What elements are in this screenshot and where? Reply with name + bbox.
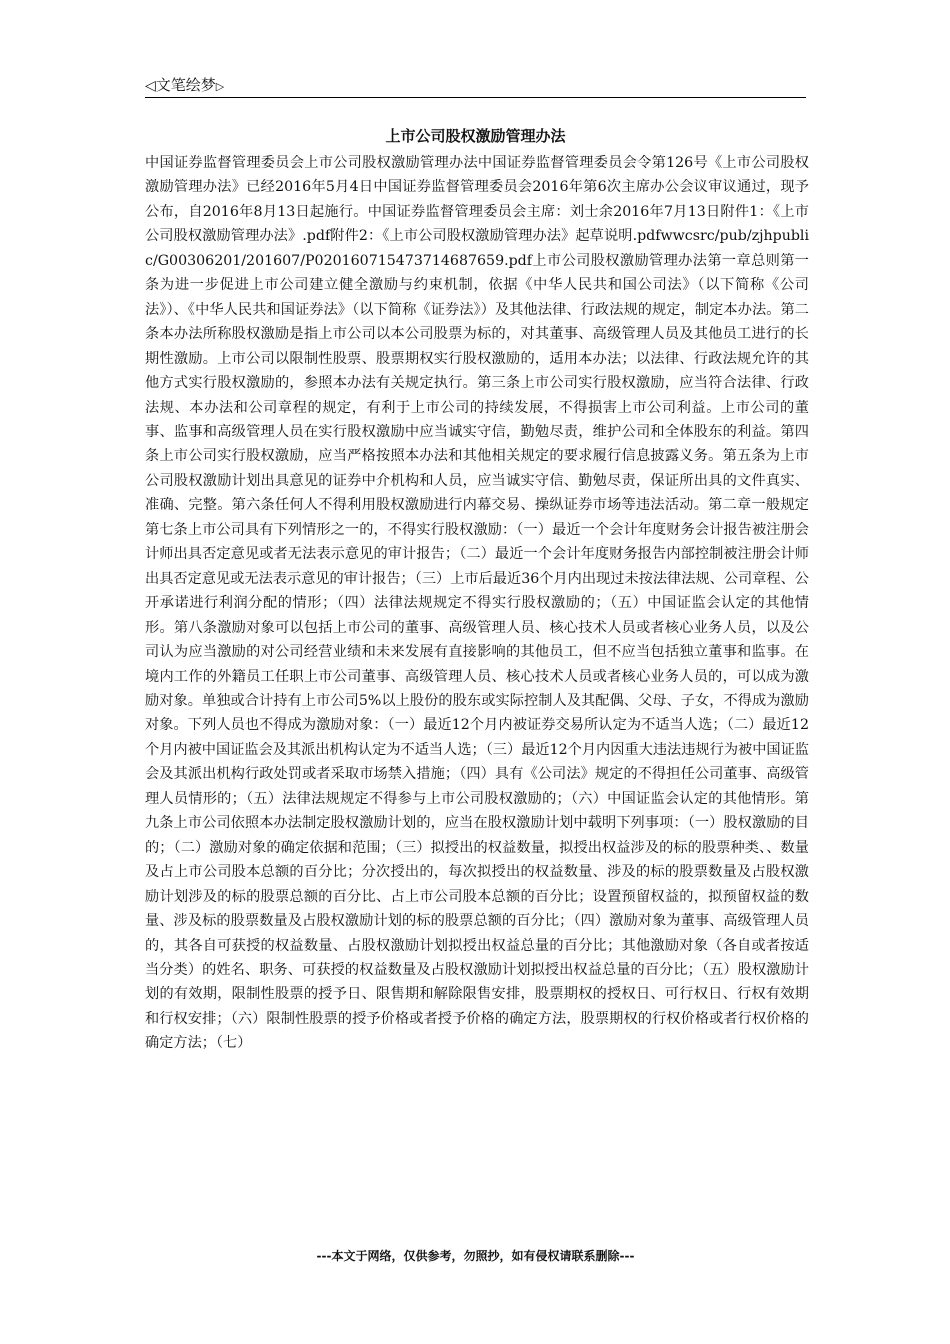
header-divider [145,97,806,98]
header-brand-mark [145,75,224,97]
footer-notice: ---本文于网络，仅供参考，勿照抄，如有侵权请联系删除--- [316,1249,635,1263]
document-title: 上市公司股权激励管理办法 [385,127,566,145]
page-header [145,74,806,98]
left-triangle-icon: ◁ [145,78,156,94]
document-body: 中国证券监督管理委员会上市公司股权激励管理办法中国证券监督管理委员会令第126号《上市公司股权激励管理办法》已经2016年5月4日中国证券监督管理委员会2016年第6次主席办公会议审议通过，现予公布，自2016年8月13日起施行。中国证券监督管理委员会主席：刘士余2016年7月13日附件1：《上市公司股权激励管理办法》.pdf附件2：《上市公司股权激励管理办法》起草说明.pdfwwcsrc/pub/zjhpublic/G00306201/201607/P020160715473714687659.pdf上市公司股权激励管理办法第一章总则第一条为进一步促进上市公司建立健全激励与约束机制，依据《中华人民共和国公司法》（以下简称《公司法》）、《中华人民共和国证券法》（以下简称《证券法》）及其他法律、行政法规的规定，制定本办法。第二条本办法所称股权激励是指上市公司以本公司股票为标的，对其董事、高级管理人员及其他员工进行的长期性激励。上市公司以限制性股票、股票期权实行股权激励的，适用本办法；以法律、行政法规允许的其他方式实行股权激励的，参照本办法有关规定执行。第三条上市公司实行股权激励，应当符合法律、行政法规、本办法和公司章程的规定，有利于上市公司的持续发展，不得损害上市公司利益。上市公司的董事、监事和高级管理人员在实行股权激励中应当诚实守信，勤勉尽责，维护公司和全体股东的利益。第四条上市公司实行股权激励，应当严格按照本办法和其他相关规定的要求履行信息披露义务。第五条为上市公司股权激励计划出具意见的证券中介机构和人员，应当诚实守信、勤勉尽责，保证所出具的文件真实、准确、完整。第六条任何人不得利用股权激励进行内幕交易、操纵证券市场等违法活动。第二章一般规定第七条上市公司具有下列情形之一的，不得实行股权激励：（一）最近一个会计年度财务会计报告被注册会计师出具否定意见或者无法表示意见的审计报告；（二）最近一个会计年度财务报告内部控制被注册会计师出具否定意见或无法表示意见的审计报告；（三）上市后最近36个月内出现过未按法律法规、公司章程、公开承诺进行利润分配的情形；（四）法律法规规定不得实行股权激励的；（五）中国证监会认定的其他情形。第八条激励对象可以包括上市公司的董事、高级管理人员、核心技术人员或者核心业务人员，以及公司认为应当激励的对公司经营业绩和未来发展有直接影响的其他员工，但不应当包括独立董事和监事。在境内工作的外籍员工任职上市公司董事、高级管理人员、核心技术人员或者核心业务人员的，可以成为激励对象。单独或合计持有上市公司5%以上股份的股东或实际控制人及其配偶、父母、子女，不得成为激励对象。下列人员也不得成为激励对象：（一）最近12个月内被证券交易所认定为不适当人选；（二）最近12个月内被中国证监会及其派出机构认定为不适当人选；（三）最近12个月内因重大违法违规行为被中国证监会及其派出机构行政处罚或者采取市场禁入措施；（四）具有《公司法》规定的不得担任公司董事、高级管理人员情形的；（五）法律法规规定不得参与上市公司股权激励的；（六）中国证监会认定的其他情形。第九条上市公司依照本办法制定股权激励计划的，应当在股权激励计划中载明下列事项：（一）股权激励的目的；（二）激励对象的确定依据和范围；（三）拟授出的权益数量，拟授出权益涉及的标的股票种类、、数量及占上市公司股本总额的百分比；分次授出的，每次拟授出的权益数量、涉及的标的股票数量及占股权激励计划涉及的标的股票总额的百分比、占上市公司股本总额的百分比；设置预留权益的，拟预留权益的数量、涉及标的股票数量及占股权激励计划的标的股票总额的百分比；（四）激励对象为董事、高级管理人员的，其各自可获授的权益数量、占股权激励计划拟授出权益总量的百分比；其他激励对象（各自或者按适当分类）的姓名、职务、可获授的权益数量及占股权激励计划拟授出权益总量的百分比；（五）股权激励计划的有效期，限制性股票的授予日、限售期和解除限售安排，股票期权的授权日、可行权日、行权有效期和行权安排；（六）限制性股票的授予价格或者授予价格的确定方法，股票期权的行权价格或者行权价格的确定方法；（七） [145,155,809,1052]
header-brand-text: 文笔绘梦 [155,76,216,94]
right-triangle-icon: ▷ [215,80,225,93]
